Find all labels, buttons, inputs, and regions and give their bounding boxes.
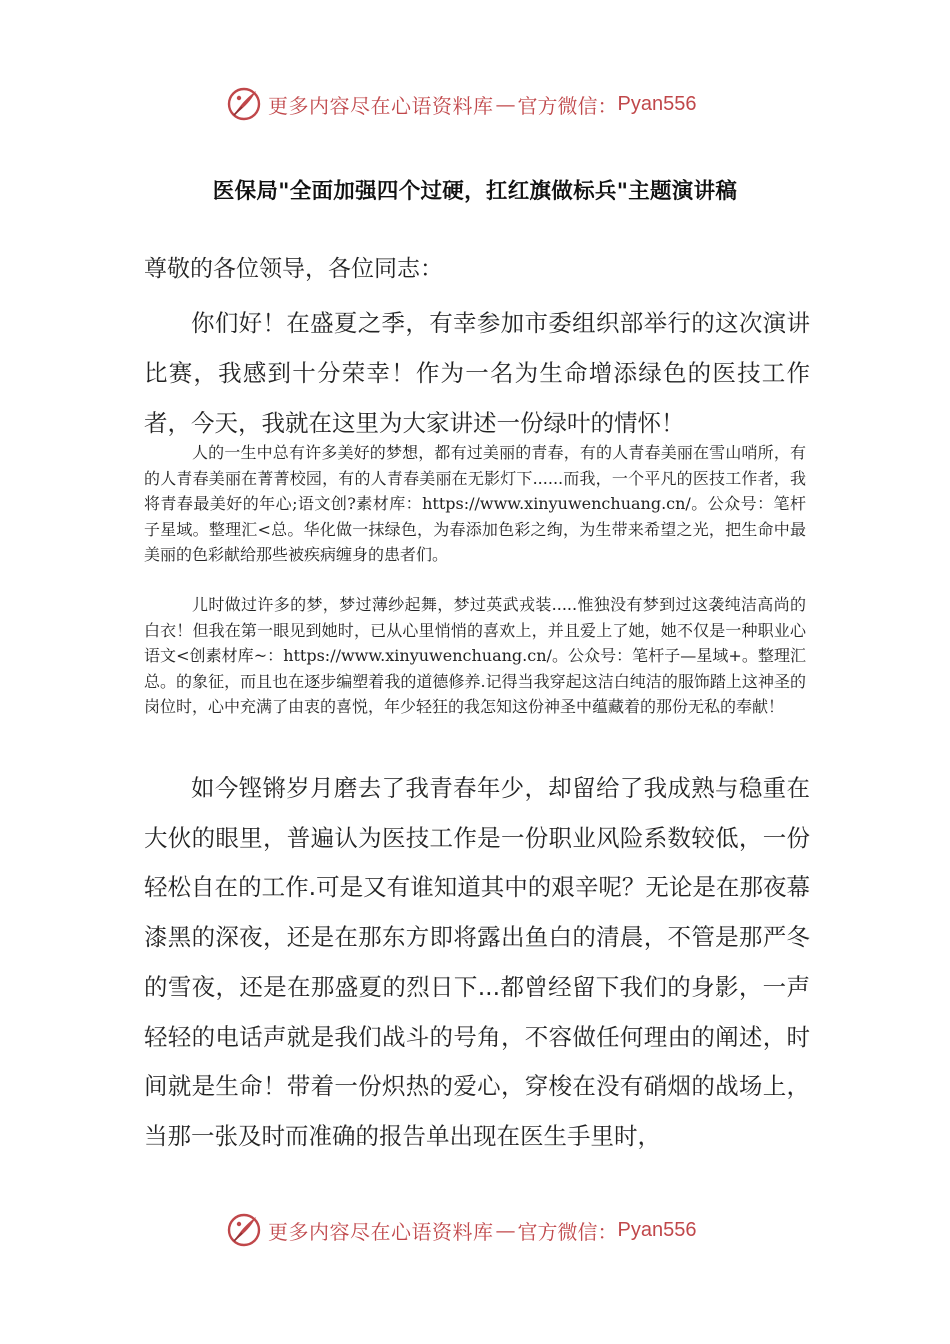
feather-pen-logo-icon <box>226 1212 262 1248</box>
banner-text: 更多内容尽在心语资料库 <box>268 1219 494 1244</box>
banner-separator: — <box>495 92 516 116</box>
paragraph-hardship: 如今铿锵岁月磨去了我青春年少，却留给了我成熟与稳重在大伙的眼里，普遍认为医技工作是一份职业风险系数较低，一份轻松自在的工作.可是又有谁知道其中的艰辛呢？无论是在那夜幕漆黑的深夜，还是在那东方即将露出鱼白的清晨，不管是那严冬的雪夜，还是在那盛夏的烈日下...都曾经留下我们的身影，一声轻轻的电话声就是我们战斗的号角，不容做任何理由的阐述，时间就是生命！带着一份炽热的爱心，穿梭在没有硝烟的战场上，当那一张及时而准确的报告单出现在医生手里时， <box>144 774 810 1150</box>
banner-separator: — <box>495 1218 516 1242</box>
banner-contact-id: Pyan556 <box>617 1218 697 1241</box>
banner-contact-id: Pyan556 <box>617 92 697 115</box>
banner-text: 更多内容尽在心语资料库 <box>268 93 494 118</box>
paragraph-greeting: 你们好！在盛夏之季，有幸参加市委组织部举行的这次演讲比赛，我感到十分荣幸！作为一名为生命增添绿色的医技工作者，今天，我就在这里为大家讲述一份绿叶的情怀！ <box>144 309 810 437</box>
banner-contact-label: 官方微信： <box>517 93 618 118</box>
header-banner <box>226 84 696 124</box>
banner-contact-label: 官方微信： <box>517 1219 618 1244</box>
feather-pen-logo-icon <box>226 86 262 122</box>
document-title: 医保局"全面加强四个过硬，扛红旗做标兵"主题演讲稿 <box>212 179 738 204</box>
paragraph-white-coat: 儿时做过许多的梦，梦过薄纱起舞，梦过英武戎装.....惟独没有梦到过这袭纯洁高尚的白衣！但我在第一眼见到她时，已从心里悄悄的喜欢上，并且爱上了她，她不仅是一种职业心语文<创素材库~：https://www.xinyuwenchuang.cn/。公众号：笔杆子—星域+。整理汇总。的象征，而且也在逐步编塑着我的道德修养.记得当我穿起这洁白纯洁的服饰踏上这神圣的岗位时，心中充满了由衷的喜悦，年少轻狂的我怎知这份神圣中蕴藏着的那份无私的奉献！ <box>144 595 806 717</box>
paragraph-dreams: 人的一生中总有许多美好的梦想，都有过美丽的青春，有的人青春美丽在雪山哨所，有的人青春美丽在菁菁校园，有的人青春美丽在无影灯下......而我，一个平凡的医技工作者，我将青春最美好的年心;语文创?素材库：https://www.xinyuwenchuang.cn/。公众号：笔杆子星域。整理汇<总。华化做一抹绿色，为春添加色彩之绚，为生带来希望之光，把生命中最美丽的色彩献给那些被疾病缠身的患者们。 <box>144 443 806 565</box>
salutation: 尊敬的各位领导，各位同志： <box>144 256 443 282</box>
footer-banner <box>226 1210 696 1250</box>
